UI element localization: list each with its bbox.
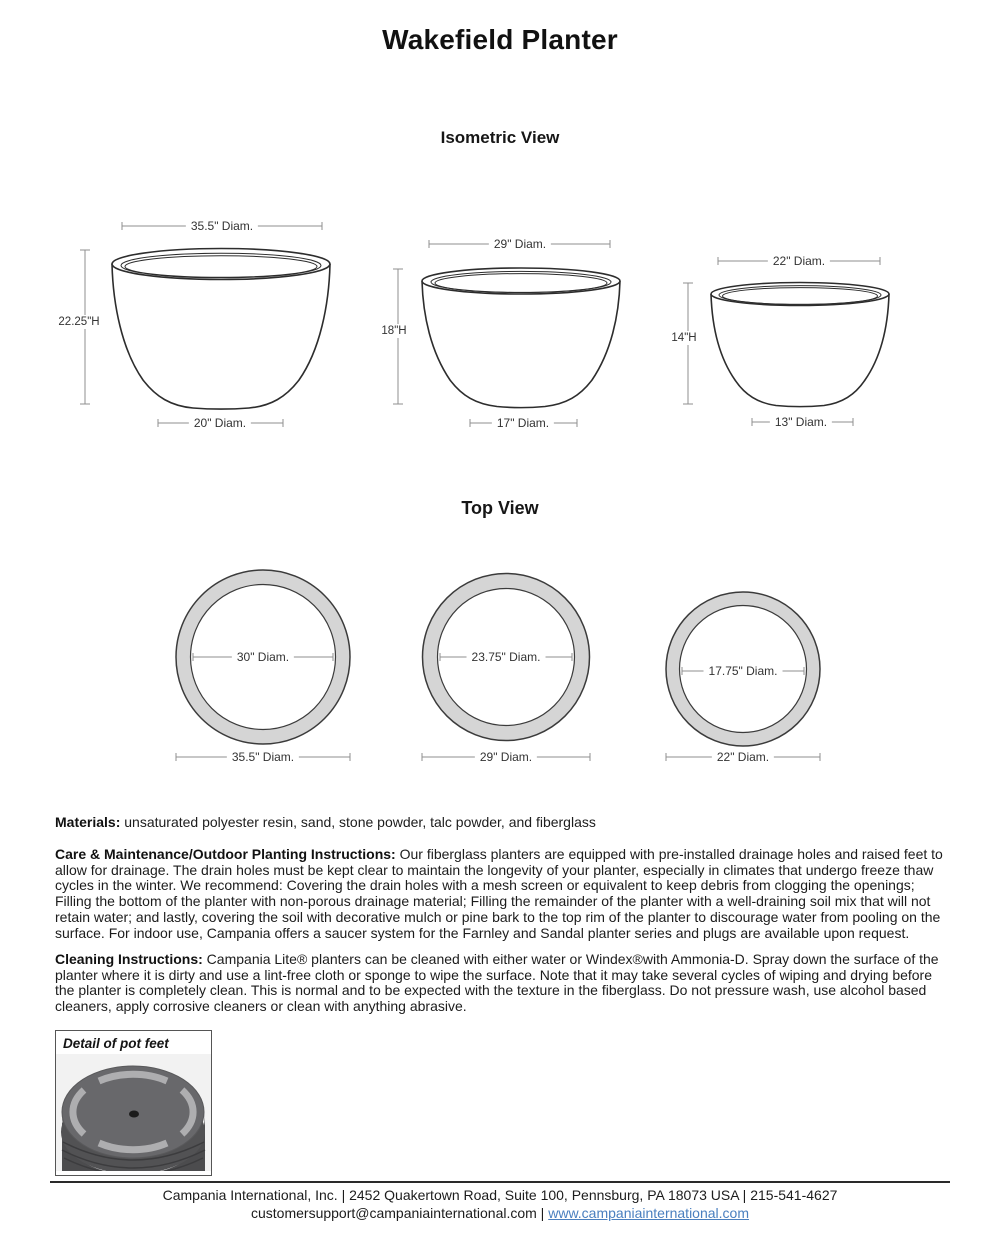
pot-feet-photo [56, 1054, 211, 1171]
top-view-circle-medium [422, 574, 590, 762]
materials-paragraph [55, 815, 947, 831]
cleaning-label: Cleaning Instructions: [55, 951, 203, 967]
circle3-outer-diameter-label: 22" Diam. [712, 750, 774, 764]
isometric-planter-large [80, 222, 330, 427]
footer-contact-line [0, 1204, 1000, 1222]
page-title: Wakefield Planter [382, 24, 618, 55]
planter2-top-diameter-label: 29" Diam. [489, 237, 551, 251]
care-text: Our fiberglass planters are equipped with pre-installed drainage holes and raised feet to allow for drainage. The drain holes must be kept clear to maintain the longevity of your planter, especially in climates that undergo freeze thaw cycles in the winter. We recommend: Covering the drain holes with a mesh screen or equivalent to keep debris from clogging the openings; Filling the bottom of the planter with non-porous drainage material; Filling the remainder of the planter with a well-draining soil mix that will not retain water; and lastly, covering the soil with decorative mulch or pine bark to the top rim of the planter to discourage water from pooling on the surface. For indoor use, Campania offers a saucer system for the Farnley and Sandal planter series and plugs are available upon request. [55, 846, 943, 941]
circle2-inner-diameter-label: 23.75" Diam. [467, 650, 546, 664]
pot-feet-detail-title: Detail of pot feet [63, 1036, 169, 1051]
footer-divider [50, 1181, 950, 1183]
circle1-outer-diameter-label: 35.5" Diam. [227, 750, 299, 764]
planter2-height-label: 18"H [381, 325, 407, 337]
cleaning-text: Campania Lite® planters can be cleaned with either water or Windex®with Ammonia-D. Spray down the surface of the planter where it is dirty and use a lint-free cloth or sponge to wipe the surface. Note that it may take several cycles of wiping and drying before the planter is completely clean. This is normal and to be expected with the texture in the fiberglass. Do not pressure wash, use alcohol based cleaners, apply corrosive cleaners or clean with anything abrasive. [55, 951, 939, 1015]
care-label: Care & Maintenance/Outdoor Planting Instructions: [55, 846, 396, 862]
isometric-view-title: Isometric View [440, 128, 560, 147]
top-view-circle-large [176, 570, 350, 761]
footer-website-link[interactable]: www.campaniainternational.com [548, 1205, 749, 1221]
footer-email: customersupport@campaniainternational.com [251, 1205, 537, 1221]
materials-text: unsaturated polyester resin, sand, stone powder, talc powder, and fiberglass [120, 814, 596, 830]
planter3-bottom-diameter-label: 13" Diam. [770, 415, 832, 429]
footer-address-line: Campania International, Inc. | 2452 Quakertown Road, Suite 100, Pennsburg, PA 18073 USA | 215-541-4627 [162, 1187, 838, 1203]
planter1-top-diameter-label: 35.5" Diam. [186, 219, 258, 233]
cleaning-instructions-paragraph [55, 952, 947, 1015]
isometric-planter-small [683, 257, 889, 426]
planter3-height-label: 14"H [671, 332, 697, 344]
footer [0, 1186, 1000, 1222]
circle3-inner-diameter-label: 17.75" Diam. [704, 664, 783, 678]
care-instructions-paragraph [55, 847, 947, 941]
footer-separator: | [536, 1205, 549, 1221]
pot-feet-detail-box [55, 1030, 212, 1176]
planter2-bottom-diameter-label: 17" Diam. [492, 416, 554, 430]
planter3-top-diameter-label: 22" Diam. [768, 254, 830, 268]
top-view-title: Top View [461, 498, 539, 518]
planter1-bottom-diameter-label: 20" Diam. [189, 416, 251, 430]
isometric-planter-medium [393, 240, 620, 427]
circle1-inner-diameter-label: 30" Diam. [232, 650, 294, 664]
materials-label: Materials: [55, 814, 121, 830]
circle2-outer-diameter-label: 29" Diam. [475, 750, 537, 764]
planter1-height-label: 22.25"H [58, 316, 100, 328]
